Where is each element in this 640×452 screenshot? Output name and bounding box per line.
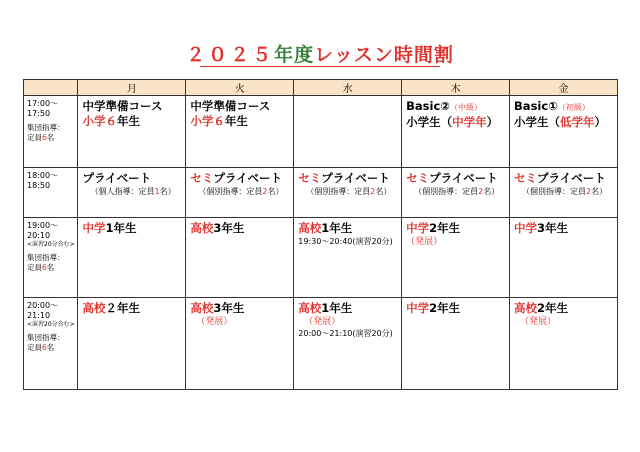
lesson-school: 高校 (190, 221, 214, 235)
lesson-cell-empty (294, 96, 402, 168)
time-note: <演習20分含む> (27, 321, 75, 328)
table-row (24, 168, 618, 218)
lesson-school: 中学 (82, 221, 106, 235)
capacity-unit: 名 (46, 343, 55, 352)
lesson-prefix: セミ (298, 171, 322, 185)
time-note: <演習20分含む> (27, 241, 75, 248)
lesson-title: プライベート (82, 171, 152, 185)
lesson-capacity: 1 (154, 187, 160, 196)
lesson-grade: ２年生 (105, 301, 140, 315)
time-cell (24, 168, 78, 218)
time-end: 21:10 (27, 311, 51, 320)
lesson-cell (186, 298, 294, 390)
table-row (24, 96, 618, 168)
lesson-cell (78, 218, 186, 298)
header-day-mon: 月 (78, 80, 186, 96)
time-start: 18:00〜 (27, 171, 59, 180)
lesson-cell (294, 298, 402, 390)
lesson-cell (294, 218, 402, 298)
lesson-school: 高校 (190, 301, 214, 315)
lesson-grade-a: 小学生（ (406, 115, 453, 129)
lesson-grade-c: ） (486, 115, 499, 129)
group-text: 集団指導： (27, 253, 65, 262)
lesson-level: （初級） (557, 103, 590, 112)
lesson-grade-a: 小学生（ (514, 115, 561, 129)
lesson-title: Basic① (514, 99, 558, 113)
lesson-cell (510, 298, 618, 390)
capacity-unit: 名 (46, 263, 55, 272)
table-row (24, 218, 618, 298)
lesson-grade: 3年生 (213, 301, 245, 315)
lesson-cell (402, 96, 510, 168)
lesson-note-end: 名） (159, 187, 176, 196)
group-label (27, 253, 77, 273)
lesson-level: （中級） (450, 103, 483, 112)
title-year: ２０２５ (186, 44, 275, 66)
lesson-capacity: 2 (478, 187, 484, 196)
lesson-note: （個人指導：定員 (90, 187, 155, 196)
lesson-cell (186, 96, 294, 168)
lesson-grade-c: 年生 (224, 114, 248, 128)
header-day-fri: 金 (510, 80, 618, 96)
page-title (0, 40, 640, 67)
capacity-unit: 名 (46, 133, 55, 142)
title-mid: 年度 (274, 44, 315, 66)
lesson-time-note: 20:00〜21:10(演習20分) (298, 329, 393, 338)
lesson-grade: 2年生 (429, 221, 461, 235)
lesson-note-end: 名） (267, 187, 284, 196)
lesson-capacity: 2 (370, 187, 376, 196)
lesson-title: プライベート (429, 171, 498, 185)
header-day-wed: 水 (294, 80, 402, 96)
lesson-cell (510, 218, 618, 298)
lesson-grade: 2年生 (537, 301, 569, 315)
lesson-note-end: 名） (483, 187, 500, 196)
lesson-note: （個別指導：定員 (522, 187, 587, 196)
lesson-cell (294, 168, 402, 218)
lesson-grade-a: 小学 (190, 114, 214, 128)
capacity-value: 6 (42, 133, 47, 142)
lesson-note-end: 名） (591, 187, 608, 196)
lesson-school: 中学 (406, 301, 430, 315)
lesson-grade-b: 低学年 (560, 115, 595, 129)
lesson-school: 高校 (298, 301, 322, 315)
lesson-grade-b: 中学年 (452, 115, 487, 129)
lesson-school: 高校 (514, 301, 538, 315)
lesson-cell (510, 96, 618, 168)
lesson-grade-c: 年生 (116, 114, 140, 128)
time-start: 19:00〜 (27, 221, 59, 230)
lesson-prefix: セミ (406, 171, 430, 185)
schedule-table (23, 79, 618, 390)
lesson-school: 高校 (82, 301, 106, 315)
title-underline (200, 66, 440, 67)
lesson-title: 中学準備コース (190, 99, 271, 113)
header-day-tue: 火 (186, 80, 294, 96)
lesson-school: 中学 (406, 221, 430, 235)
lesson-advanced: （発展） (520, 317, 557, 327)
lesson-note-end: 名） (375, 187, 392, 196)
capacity-label: 定員 (27, 343, 42, 352)
header-day-thu: 木 (402, 80, 510, 96)
time-end: 20:10 (27, 231, 51, 240)
lesson-capacity: 2 (262, 187, 268, 196)
lesson-title: プライベート (537, 171, 606, 185)
lesson-grade: 3年生 (537, 221, 569, 235)
group-text: 集団指導： (27, 333, 65, 342)
time-cell (24, 218, 78, 298)
lesson-grade-b: ６ (213, 114, 225, 128)
lesson-cell (78, 168, 186, 218)
lesson-prefix: セミ (514, 171, 538, 185)
time-start: 17:00〜 (27, 99, 59, 108)
lesson-grade: 3年生 (213, 221, 245, 235)
time-cell (24, 298, 78, 390)
group-text: 集団指導： (27, 123, 65, 132)
lesson-advanced: （発展） (406, 237, 443, 247)
lesson-grade: 1年生 (321, 301, 353, 315)
lesson-cell (402, 298, 510, 390)
lesson-advanced: （発展） (304, 317, 341, 327)
lesson-prefix: セミ (190, 171, 214, 185)
lesson-grade-c: ） (594, 115, 607, 129)
lesson-advanced: （発展） (196, 317, 233, 327)
lesson-cell (186, 218, 294, 298)
lesson-cell (402, 168, 510, 218)
lesson-note: （個別指導：定員 (306, 187, 371, 196)
lesson-cell (510, 168, 618, 218)
lesson-grade: 1年生 (105, 221, 137, 235)
time-end: 17:50 (27, 109, 51, 118)
lesson-cell (186, 168, 294, 218)
lesson-note: （個別指導：定員 (414, 187, 479, 196)
lesson-time-note: 19:30〜20:40(演習20分) (298, 237, 393, 246)
lesson-grade-b: ６ (105, 114, 117, 128)
capacity-label: 定員 (27, 263, 42, 272)
lesson-cell (78, 96, 186, 168)
lesson-title: Basic② (406, 99, 451, 113)
group-label (27, 123, 77, 143)
group-label (27, 333, 77, 353)
capacity-label: 定員 (27, 133, 42, 142)
lesson-title: プライベート (321, 171, 390, 185)
time-end: 18:50 (27, 181, 51, 190)
lesson-cell (402, 218, 510, 298)
capacity-value: 6 (42, 263, 47, 272)
table-row (24, 298, 618, 390)
lesson-cell (78, 298, 186, 390)
lesson-note: （個別指導：定員 (198, 187, 263, 196)
lesson-title: プライベート (213, 171, 283, 185)
header-corner (24, 80, 78, 96)
lesson-school: 高校 (298, 221, 322, 235)
lesson-grade: 2年生 (429, 301, 461, 315)
lesson-title: 中学準備コース (82, 99, 163, 113)
lesson-grade-a: 小学 (82, 114, 106, 128)
header-row (24, 80, 618, 96)
lesson-grade: 1年生 (321, 221, 353, 235)
time-start: 20:00〜 (27, 301, 59, 310)
time-cell (24, 96, 78, 168)
capacity-value: 6 (42, 343, 47, 352)
lesson-capacity: 2 (586, 187, 592, 196)
lesson-school: 中学 (514, 221, 538, 235)
title-end: レッスン時間割 (314, 44, 454, 66)
